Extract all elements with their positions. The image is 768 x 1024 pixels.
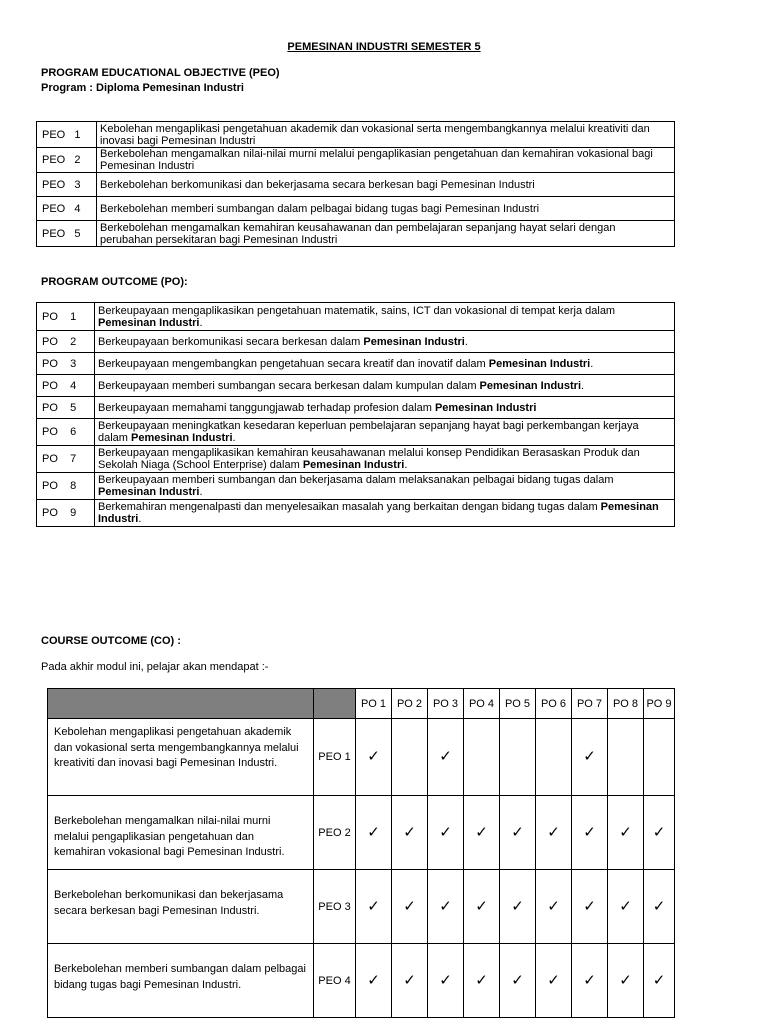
co-check-cell (428, 719, 464, 796)
checkmark-icon (439, 824, 452, 841)
checkmark-icon (511, 898, 524, 915)
peo-text: Berkebolehan mengamalkan nilai-nilai murni melalui pengaplikasian pengetahuan dan kemahiran vokasional bagi Pemesinan Industri (97, 148, 675, 173)
checkmark-icon (583, 748, 596, 765)
po-row (37, 500, 675, 527)
checkmark-icon (475, 972, 488, 989)
peo-table (36, 121, 675, 247)
po-text-plain: Berkeupayaan mengaplikasikan pengetahuan matematik, sains, ICT dan vokasional di tempat kerja dalam (98, 304, 616, 317)
peo-code: PEO 2 (37, 148, 97, 173)
header-blank-cell (314, 689, 356, 719)
co-check-cell (464, 944, 500, 1018)
co-header-row (48, 689, 675, 719)
document-title: PEMESINAN INDUSTRI SEMESTER 5 (287, 41, 481, 53)
peo-text: Kebolehan mengaplikasi pengetahuan akademik dan vokasional serta mengembangkannya melalui kreativiti dan inovasi bagi Pemesinan Industri (97, 122, 675, 148)
co-check-cell (536, 944, 572, 1018)
po-code: PO 3 (37, 353, 95, 375)
checkmark-icon (367, 972, 380, 989)
po-text-end: . (199, 486, 203, 498)
po-text-plain: Berkemahiran mengenalpasti dan menyelesaikan masalah yang berkaitan dengan bidang tugas dalam (98, 501, 601, 513)
co-peo-label: PEO 3 (314, 870, 356, 944)
peo-row (37, 173, 675, 197)
checkmark-icon (619, 972, 632, 989)
checkmark-icon (583, 824, 596, 841)
po-text (95, 353, 675, 375)
co-check-cell (536, 796, 572, 870)
co-check-cell (536, 870, 572, 944)
po-code: PO 2 (37, 331, 95, 353)
co-check-cell (500, 870, 536, 944)
co-statement: Berkebolehan berkomunikasi dan bekerjasama secara berkesan bagi Pemesinan Industri. (48, 870, 314, 944)
po-text-bold: Pemesinan Industri (363, 335, 465, 348)
po-text-plain: Berkeupayaan memberi sumbangan secara berkesan dalam kumpulan dalam (98, 379, 480, 392)
co-check-cell (428, 796, 464, 870)
co-check-cell (356, 719, 392, 796)
co-check-cell (572, 796, 608, 870)
peo-heading: PROGRAM EDUCATIONAL OBJECTIVE (PEO) (41, 67, 280, 79)
checkmark-icon (619, 898, 632, 915)
po-text-bold: Pemesinan Industri (98, 501, 659, 525)
po-text-plain: Berkeupayaan mengembangkan pengetahuan secara kreatif dan inovatif dalam (98, 357, 489, 370)
po-text-plain: Berkeupayaan berkomunikasi secara berkesan dalam (98, 335, 364, 348)
po-text (95, 446, 675, 473)
po-text (95, 331, 675, 353)
po-column-header: PO 4 (464, 689, 500, 719)
co-check-cell (392, 796, 428, 870)
po-code: PO 5 (37, 397, 95, 419)
po-text-plain: Berkeupayaan memahami tanggungjawab terhadap profesion dalam (98, 401, 435, 414)
po-row (37, 397, 675, 419)
co-check-cell (464, 796, 500, 870)
po-text-end: . (581, 379, 585, 392)
co-check-cell (464, 719, 500, 796)
co-check-cell (572, 870, 608, 944)
peo-text: Berkebolehan memberi sumbangan dalam pelbagai bidang tugas bagi Pemesinan Industri (97, 197, 675, 221)
checkmark-icon (403, 898, 416, 915)
co-row (48, 870, 675, 944)
co-check-cell (572, 944, 608, 1018)
checkmark-icon (475, 824, 488, 841)
co-check-cell (428, 870, 464, 944)
co-peo-label: PEO 4 (314, 944, 356, 1018)
peo-row (37, 197, 675, 221)
co-check-cell (356, 870, 392, 944)
peo-row (37, 221, 675, 247)
peo-row (37, 148, 675, 173)
checkmark-icon (653, 898, 666, 915)
po-text (95, 303, 675, 331)
po-heading: PROGRAM OUTCOME (PO): (41, 276, 188, 288)
po-column-header: PO 6 (536, 689, 572, 719)
po-text-bold: Pemesinan Industri (434, 401, 537, 414)
po-text-plain: Berkeupayaan memberi sumbangan dan bekerjasama dalam melaksanakan pelbagai bidang tugas dalam (98, 474, 614, 486)
co-check-cell (608, 796, 644, 870)
peo-row (37, 122, 675, 148)
po-text-plain: Berkeupayaan meningkatkan kesedaran keperluan pembelajaran sepanjang hayat bagi perkembangan kerjaya dalam (98, 420, 639, 444)
po-column-header: PO 8 (608, 689, 644, 719)
po-code: PO 1 (37, 303, 95, 331)
po-code: PO 8 (37, 473, 95, 500)
peo-text: Berkebolehan berkomunikasi dan bekerjasama secara berkesan bagi Pemesinan Industri (97, 173, 675, 197)
co-row (48, 719, 675, 796)
po-row (37, 375, 675, 397)
po-text-plain: Berkeupayaan mengaplikasikan kemahiran keusahawanan melalui konsep Pendidikan Berasaskan Produk dan Sekolah Niaga (School Enterprise) dalam (98, 447, 640, 471)
co-check-cell (500, 719, 536, 796)
po-row (37, 473, 675, 500)
co-check-cell (428, 944, 464, 1018)
co-check-cell (392, 944, 428, 1018)
checkmark-icon (583, 898, 596, 915)
po-row (37, 303, 675, 331)
po-text (95, 375, 675, 397)
co-check-cell (644, 944, 675, 1018)
co-check-cell (536, 719, 572, 796)
peo-code: PEO 1 (37, 122, 97, 148)
co-check-cell (644, 719, 675, 796)
co-check-cell (608, 870, 644, 944)
co-check-cell (608, 944, 644, 1018)
checkmark-icon (547, 898, 560, 915)
checkmark-icon (511, 972, 524, 989)
checkmark-icon (583, 972, 596, 989)
checkmark-icon (547, 972, 560, 989)
po-text-bold: Pemesinan Industri (302, 459, 405, 471)
po-text-end: . (464, 335, 468, 348)
po-text-bold: Pemesinan Industri (131, 432, 233, 444)
po-column-header: PO 3 (428, 689, 464, 719)
co-statement: Berkebolehan mengamalkan nilai-nilai murni melalui pengaplikasian pengetahuan dan kemahiran vokasional bagi Pemesinan Industri. (48, 796, 314, 870)
co-check-cell (500, 944, 536, 1018)
co-statement: Berkebolehan memberi sumbangan dalam pelbagai bidang tugas bagi Pemesinan Industri. (48, 944, 314, 1018)
po-text-end: . (138, 513, 142, 525)
checkmark-icon (439, 748, 452, 765)
po-column-header: PO 1 (356, 689, 392, 719)
co-heading: COURSE OUTCOME (CO) : (41, 635, 181, 647)
program-name: Program : Diploma Pemesinan Industri (41, 82, 244, 94)
po-code: PO 9 (37, 500, 95, 527)
co-peo-label: PEO 2 (314, 796, 356, 870)
co-check-cell (356, 944, 392, 1018)
po-column-header: PO 2 (392, 689, 428, 719)
po-text-bold: Pemesinan Industri (98, 316, 200, 329)
po-row (37, 419, 675, 446)
co-row (48, 796, 675, 870)
po-column-header: PO 7 (572, 689, 608, 719)
peo-code: PEO 4 (37, 197, 97, 221)
peo-text: Berkebolehan mengamalkan kemahiran keusahawanan dan pembelajaran sepanjang hayat selari dengan perubahan persekitaran bagi Pemesinan Industri (97, 221, 675, 247)
po-text-end: . (232, 432, 236, 444)
checkmark-icon (653, 824, 666, 841)
po-text-end: . (590, 357, 594, 370)
po-code: PO 6 (37, 419, 95, 446)
checkmark-icon (475, 898, 488, 915)
peo-code: PEO 5 (37, 221, 97, 247)
co-check-cell (644, 870, 675, 944)
checkmark-icon (403, 824, 416, 841)
co-matrix-table (47, 688, 675, 1018)
co-check-cell (644, 796, 675, 870)
checkmark-icon (547, 824, 560, 841)
po-row (37, 331, 675, 353)
co-intro: Pada akhir modul ini, pelajar akan mendapat :- (41, 661, 269, 673)
po-table (36, 302, 675, 527)
po-column-header: PO 9 (644, 689, 675, 719)
checkmark-icon (403, 972, 416, 989)
co-check-cell (392, 719, 428, 796)
po-text-end: . (404, 459, 408, 471)
po-row (37, 353, 675, 375)
peo-code: PEO 3 (37, 173, 97, 197)
co-check-cell (572, 719, 608, 796)
checkmark-icon (511, 824, 524, 841)
po-text-bold: Pemesinan Industri (479, 379, 582, 392)
co-statement: Kebolehan mengaplikasi pengetahuan akademik dan vokasional serta mengembangkannya melalui kreativiti dan inovasi bagi Pemesinan Industri. (48, 719, 314, 796)
po-code: PO 7 (37, 446, 95, 473)
po-code: PO 4 (37, 375, 95, 397)
co-check-cell (500, 796, 536, 870)
co-check-cell (356, 796, 392, 870)
checkmark-icon (619, 824, 632, 841)
checkmark-icon (367, 824, 380, 841)
po-text-bold: Pemesinan Industri (98, 486, 200, 498)
co-peo-label: PEO 1 (314, 719, 356, 796)
po-text-end: . (199, 316, 203, 329)
po-row (37, 446, 675, 473)
co-check-cell (608, 719, 644, 796)
co-check-cell (464, 870, 500, 944)
po-text (95, 473, 675, 500)
po-text (95, 500, 675, 527)
checkmark-icon (439, 898, 452, 915)
po-text (95, 397, 675, 419)
checkmark-icon (439, 972, 452, 989)
checkmark-icon (653, 972, 666, 989)
checkmark-icon (367, 898, 380, 915)
co-check-cell (392, 870, 428, 944)
po-text-bold: Pemesinan Industri (488, 357, 591, 370)
checkmark-icon (367, 748, 380, 765)
header-blank-cell (48, 689, 314, 719)
co-row (48, 944, 675, 1018)
po-text (95, 419, 675, 446)
po-column-header: PO 5 (500, 689, 536, 719)
